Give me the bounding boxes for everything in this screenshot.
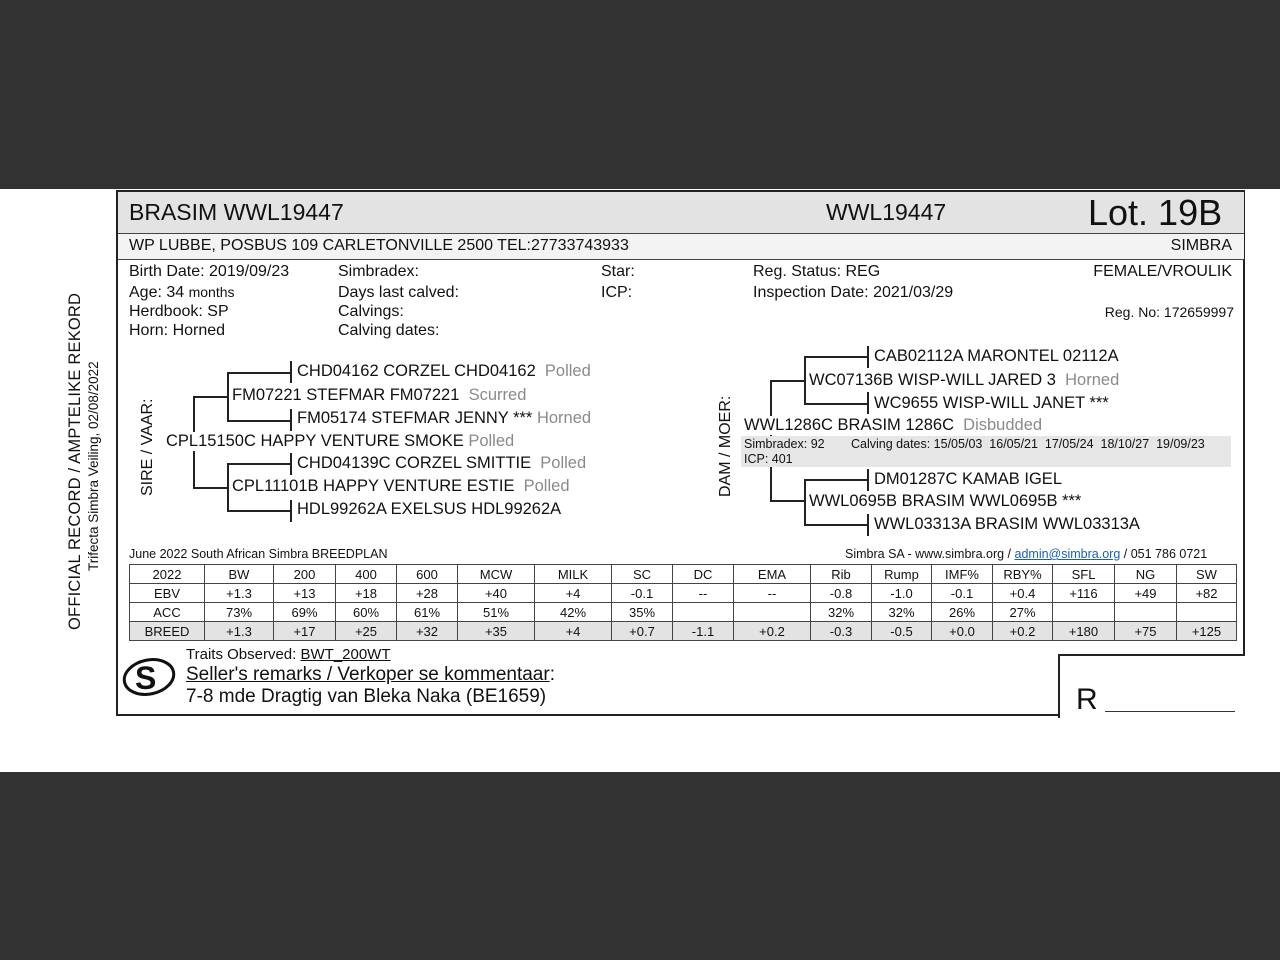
table-cell: +1.3 — [205, 584, 274, 603]
reg-number: Reg. No: 172659997 — [1104, 304, 1234, 320]
dsd-tick — [867, 392, 869, 414]
table-header-cell: DC — [673, 565, 734, 584]
table-cell: +32 — [397, 622, 458, 641]
age: Age: 34 months — [129, 284, 235, 301]
table-header-cell: Rib — [811, 565, 872, 584]
ds-bracket-line — [804, 356, 806, 404]
table-header-cell: 200 — [274, 565, 336, 584]
table-cell: ACC — [130, 603, 205, 622]
dam-sire: WC07136B WISP-WILL JARED 3 Horned — [809, 371, 1120, 389]
calving-dates: Calving dates: — [338, 322, 440, 339]
table-cell: +1.3 — [205, 622, 274, 641]
table-cell: -- — [673, 584, 734, 603]
table-cell: 32% — [872, 603, 932, 622]
birth-date: Birth Date: 2019/09/23 — [129, 263, 290, 280]
lot-number: Lot. 19B — [1088, 192, 1223, 233]
seller-remarks-text: 7-8 mde Dragtig van Bleka Naka (BE1659) — [186, 686, 547, 707]
table-cell: -0.8 — [811, 584, 872, 603]
traits-observed: Traits Observed: BWT_200WT — [186, 646, 391, 663]
herdbook: Herdbook: SP — [129, 303, 229, 320]
table-cell — [1053, 603, 1115, 622]
table-cell: 42% — [535, 603, 612, 622]
sire-bracket-bottom — [193, 487, 229, 489]
dd-bracket-line — [804, 479, 806, 525]
table-cell: +0.7 — [612, 622, 673, 641]
seller-remarks-heading: Seller's remarks / Verkoper se kommentaar: — [186, 664, 555, 685]
table-cell: 73% — [205, 603, 274, 622]
table-cell: +75 — [1115, 622, 1177, 641]
table-cell: 60% — [336, 603, 397, 622]
star: Star: — [601, 263, 635, 280]
table-cell — [673, 603, 734, 622]
days-last-calved: Days last calved: — [338, 284, 459, 301]
table-cell: 51% — [458, 603, 535, 622]
table-cell: -0.3 — [811, 622, 872, 641]
sex: FEMALE/VROULIK — [1093, 263, 1232, 280]
table-cell: -1.1 — [673, 622, 734, 641]
price-input-line[interactable] — [1105, 710, 1235, 712]
owner-address: WP LUBBE, POSBUS 109 CARLETONVILLE 2500 TEL:27733743933 — [129, 237, 629, 254]
dam-icp: ICP: 401 — [744, 452, 793, 466]
dam-sire-sire: CAB02112A MARONTEL 02112A — [874, 347, 1119, 365]
table-cell: +82 — [1177, 584, 1237, 603]
table-cell: +25 — [336, 622, 397, 641]
dam: WWL1286C BRASIM 1286C Disbudded — [744, 416, 1043, 434]
animal-id: WWL19447 — [826, 199, 947, 225]
table-cell: +13 — [274, 584, 336, 603]
breedplan-table — [129, 564, 1237, 641]
table-cell: +0.2 — [734, 622, 811, 641]
table-cell: 27% — [993, 603, 1053, 622]
table-cell: +0.2 — [993, 622, 1053, 641]
ds-bracket-bottom — [804, 403, 868, 405]
dam-calving-dates: Calving dates: 15/05/03 16/05/21 17/05/24 18/10/27 19/09/23 — [851, 437, 1205, 451]
table-cell: -0.1 — [612, 584, 673, 603]
table-cell: -0.5 — [872, 622, 932, 641]
table-header-cell: NG — [1115, 565, 1177, 584]
calvings: Calvings: — [338, 303, 404, 320]
table-header-cell: 400 — [336, 565, 397, 584]
table-header-cell: 2022 — [130, 565, 205, 584]
svg-text:S: S — [135, 660, 157, 696]
table-cell: -- — [734, 584, 811, 603]
ss-bracket-line — [227, 372, 229, 420]
official-record-label: OFFICIAL RECORD / AMPTELIKE REKORD — [66, 292, 84, 630]
table-cell: +4 — [535, 584, 612, 603]
dam-label: DAM / MOER: — [717, 395, 734, 497]
sire-dam: CPL11101B HAPPY VENTURE ESTIE Polled — [232, 477, 570, 495]
sire-sire-dam: FM05174 STEFMAR JENNY *** Horned — [297, 409, 592, 427]
table-header-row — [130, 565, 1237, 584]
sire-bracket-top — [193, 396, 229, 398]
age-unit: months — [188, 284, 235, 300]
table-cell: BREED — [130, 622, 205, 641]
table-cell: -1.0 — [872, 584, 932, 603]
table-cell: +28 — [397, 584, 458, 603]
dam-dam-sire: DM01287C KAMAB IGEL — [874, 470, 1062, 488]
sdd-tick — [290, 500, 292, 522]
sds-tick — [290, 453, 292, 475]
sire-label: SIRE / VAAR: — [139, 398, 156, 496]
table-header-cell: IMF% — [932, 565, 993, 584]
sire-dam-dam: HDL99262A EXELSUS HDL99262A — [297, 500, 562, 518]
table-cell: +49 — [1115, 584, 1177, 603]
ss-bracket-bottom — [227, 420, 291, 422]
table-cell: -0.1 — [932, 584, 993, 603]
simbra-logo — [119, 655, 177, 699]
breedplan-contact: Simbra SA - www.simbra.org / admin@simbra.org / 051 786 0721 — [845, 547, 1208, 561]
sire-sire-sire: CHD04162 CORZEL CHD04162 Polled — [297, 362, 591, 380]
table-header-cell: MCW — [458, 565, 535, 584]
breed-label: SIMBRA — [1170, 237, 1232, 254]
email-link[interactable]: admin@simbra.org — [1014, 547, 1121, 561]
table-cell: 35% — [612, 603, 673, 622]
table-cell: +35 — [458, 622, 535, 641]
sire-dam-sire: CHD04139C CORZEL SMITTIE Polled — [297, 454, 587, 472]
table-cell: +125 — [1177, 622, 1237, 641]
dam-simbradex: Simbradex: 92 — [744, 437, 825, 451]
sd-bracket-bottom — [227, 510, 291, 512]
table-cell — [734, 603, 811, 622]
reg-status: Reg. Status: REG — [753, 263, 881, 280]
table-cell: +17 — [274, 622, 336, 641]
table-cell — [1177, 603, 1237, 622]
dam-bracket-bottom — [770, 500, 806, 502]
table-header-cell: Rump — [872, 565, 932, 584]
ssd-tick — [290, 409, 292, 431]
table-header-cell: RBY% — [993, 565, 1053, 584]
table-cell: 26% — [932, 603, 993, 622]
table-cell: +0.0 — [932, 622, 993, 641]
table-header-cell: MILK — [535, 565, 612, 584]
table-header-cell: BW — [205, 565, 274, 584]
sire: CPL15150C HAPPY VENTURE SMOKE Polled — [166, 432, 515, 450]
inspection-date: Inspection Date: 2021/03/29 — [753, 284, 954, 301]
table-cell: +116 — [1053, 584, 1115, 603]
traits-value: BWT_200WT — [300, 646, 391, 663]
dam-dam: WWL0695B BRASIM WWL0695B *** — [809, 492, 1082, 510]
event-label: Trifecta Simbra Veiling, 02/08/2022 — [86, 361, 101, 571]
table-cell: 61% — [397, 603, 458, 622]
table-header-cell: SC — [612, 565, 673, 584]
breedplan-caption: June 2022 South African Simbra BREEDPLAN — [129, 547, 388, 561]
table-header-cell: EMA — [734, 565, 811, 584]
horn-status: Horn: Horned — [129, 322, 226, 339]
dds-tick — [867, 469, 869, 491]
table-cell: EBV — [130, 584, 205, 603]
sire-sire: FM07221 STEFMAR FM07221 Scurred — [232, 386, 527, 404]
table-cell: +0.4 — [993, 584, 1053, 603]
table-cell — [1115, 603, 1177, 622]
table-row-ebv — [130, 584, 1237, 603]
sss-tick — [290, 361, 292, 383]
table-row-acc — [130, 603, 1237, 622]
ss-bracket-top — [227, 372, 291, 374]
table-header-cell: 600 — [397, 565, 458, 584]
table-header-cell: SW — [1177, 565, 1237, 584]
table-cell: +40 — [458, 584, 535, 603]
animal-name: BRASIM WWL19447 — [129, 199, 344, 225]
dam-sire-dam: WC9655 WISP-WILL JANET *** — [874, 394, 1109, 412]
price-currency: R — [1076, 683, 1098, 716]
table-cell: 69% — [274, 603, 336, 622]
dam-dam-dam: WWL03313A BRASIM WWL03313A — [874, 515, 1140, 533]
ddd-tick — [867, 514, 869, 536]
sd-bracket-top — [227, 463, 291, 465]
dd-bracket-top — [804, 479, 868, 481]
dam-bracket-top — [770, 380, 806, 382]
table-cell: 32% — [811, 603, 872, 622]
table-row-breed — [130, 622, 1237, 641]
icp: ICP: — [601, 284, 633, 301]
ds-bracket-top — [804, 356, 868, 358]
table-header-cell: SFL — [1053, 565, 1115, 584]
table-cell: +180 — [1053, 622, 1115, 641]
dss-tick — [867, 346, 869, 368]
table-cell: +18 — [336, 584, 397, 603]
simbradex: Simbradex: — [338, 263, 419, 280]
dd-bracket-bottom — [804, 524, 868, 526]
table-cell: +4 — [535, 622, 612, 641]
sd-bracket-line — [227, 463, 229, 511]
